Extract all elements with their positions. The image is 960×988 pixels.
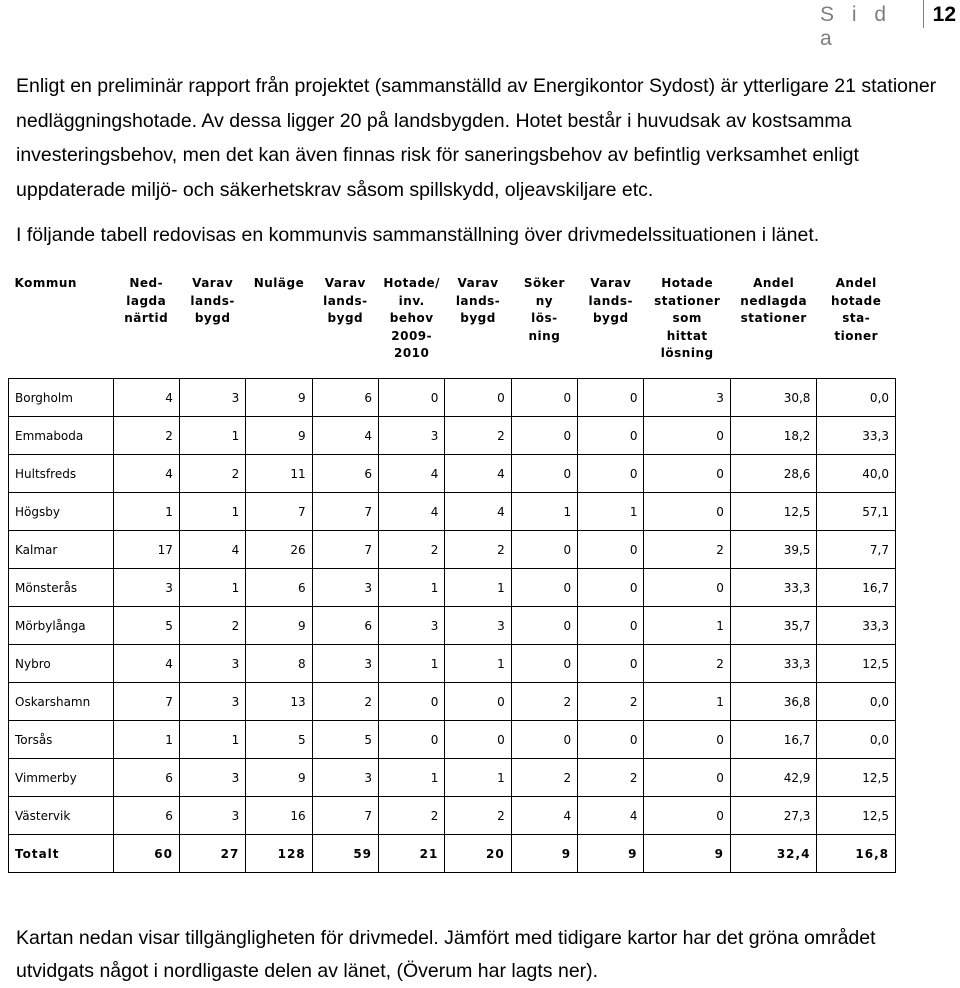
value-cell: 12,5 <box>817 759 896 797</box>
value-cell: 6 <box>312 455 378 493</box>
value-cell: 5 <box>246 721 312 759</box>
column-header: Varav lands- bygd <box>190 276 235 325</box>
table-row <box>9 455 896 493</box>
page-header <box>820 0 960 50</box>
value-cell: 1 <box>113 493 179 531</box>
total-value-cell: 9 <box>511 835 577 873</box>
value-cell: 39,5 <box>730 531 816 569</box>
total-value-cell: 32,4 <box>730 835 816 873</box>
page-label: S i d a <box>820 3 893 50</box>
value-cell: 36,8 <box>730 683 816 721</box>
value-cell: 42,9 <box>730 759 816 797</box>
value-cell: 4 <box>379 493 445 531</box>
value-cell: 0 <box>445 379 511 417</box>
value-cell: 3 <box>312 569 378 607</box>
total-value-cell: 60 <box>113 835 179 873</box>
value-cell: 3 <box>179 645 245 683</box>
value-cell: 1 <box>113 721 179 759</box>
value-cell: 0 <box>644 759 730 797</box>
value-cell: 0 <box>511 531 577 569</box>
table-row <box>9 759 896 797</box>
municipality-cell: Borgholm <box>9 379 114 417</box>
value-cell: 0 <box>578 455 644 493</box>
value-cell: 4 <box>113 379 179 417</box>
value-cell: 9 <box>246 607 312 645</box>
value-cell: 7 <box>312 493 378 531</box>
value-cell: 2 <box>179 455 245 493</box>
value-cell: 5 <box>113 607 179 645</box>
value-cell: 2 <box>511 759 577 797</box>
value-cell: 16,7 <box>817 569 896 607</box>
municipality-cell: Emmaboda <box>9 417 114 455</box>
value-cell: 3 <box>379 607 445 645</box>
value-cell: 4 <box>578 797 644 835</box>
value-cell: 9 <box>246 759 312 797</box>
total-value-cell: 21 <box>379 835 445 873</box>
table-header-row <box>9 266 896 379</box>
value-cell: 0 <box>445 721 511 759</box>
column-header: Nuläge <box>253 276 305 290</box>
value-cell: 3 <box>312 645 378 683</box>
value-cell: 2 <box>445 531 511 569</box>
municipality-cell: Oskarshamn <box>9 683 114 721</box>
municipality-cell: Västervik <box>9 797 114 835</box>
value-cell: 33,3 <box>817 417 896 455</box>
value-cell: 1 <box>445 645 511 683</box>
value-cell: 7 <box>312 531 378 569</box>
value-cell: 1 <box>644 683 730 721</box>
value-cell: 0 <box>511 417 577 455</box>
value-cell: 1 <box>511 493 577 531</box>
value-cell: 2 <box>644 645 730 683</box>
total-value-cell: 27 <box>179 835 245 873</box>
value-cell: 0 <box>511 379 577 417</box>
table-row <box>9 531 896 569</box>
total-value-cell: 16,8 <box>817 835 896 873</box>
value-cell: 3 <box>379 417 445 455</box>
value-cell: 7 <box>246 493 312 531</box>
value-cell: 1 <box>445 759 511 797</box>
value-cell: 1 <box>379 759 445 797</box>
value-cell: 11 <box>246 455 312 493</box>
column-header: Kommun <box>14 276 77 290</box>
value-cell: 57,1 <box>817 493 896 531</box>
value-cell: 1 <box>379 645 445 683</box>
value-cell: 4 <box>445 493 511 531</box>
value-cell: 4 <box>113 455 179 493</box>
total-value-cell: 9 <box>578 835 644 873</box>
value-cell: 12,5 <box>817 645 896 683</box>
column-header: Ned- lagda närtid <box>124 276 169 325</box>
value-cell: 16,7 <box>730 721 816 759</box>
value-cell: 3 <box>113 569 179 607</box>
table-row <box>9 683 896 721</box>
total-value-cell: 59 <box>312 835 378 873</box>
value-cell: 5 <box>312 721 378 759</box>
value-cell: 40,0 <box>817 455 896 493</box>
value-cell: 13 <box>246 683 312 721</box>
intro-paragraph: Enligt en preliminär rapport från projektet (sammanställd av Energikontor Sydost) är ytterligare 21 stationer nedläggningshotade. Av dessa ligger 20 på landsbygden. Hotet består i huvudsak av kostsamma investeringsbehov, men det kan även finnas risk för saneringsbehov av befintlig verksamhet enligt uppdaterade miljö- och säkerhetskrav såsom spillskydd, oljeavskiljare etc. <box>16 75 937 201</box>
table-row <box>9 607 896 645</box>
municipality-cell: Högsby <box>9 493 114 531</box>
value-cell: 0,0 <box>817 379 896 417</box>
value-cell: 0 <box>578 607 644 645</box>
column-header: Varav lands- bygd <box>323 276 368 325</box>
value-cell: 2 <box>179 607 245 645</box>
value-cell: 0 <box>511 455 577 493</box>
municipality-cell: Nybro <box>9 645 114 683</box>
table-row <box>9 721 896 759</box>
value-cell: 0 <box>511 721 577 759</box>
value-cell: 3 <box>179 797 245 835</box>
total-label-cell: Totalt <box>9 835 114 873</box>
value-cell: 6 <box>312 379 378 417</box>
value-cell: 3 <box>179 759 245 797</box>
value-cell: 0,0 <box>817 683 896 721</box>
value-cell: 2 <box>379 797 445 835</box>
column-header: Varav lands- bygd <box>455 276 501 325</box>
table-row <box>9 645 896 683</box>
value-cell: 28,6 <box>730 455 816 493</box>
municipality-cell: Torsås <box>9 721 114 759</box>
value-cell: 4 <box>312 417 378 455</box>
value-cell: 1 <box>379 569 445 607</box>
value-cell: 1 <box>179 417 245 455</box>
value-cell: 0,0 <box>817 721 896 759</box>
value-cell: 2 <box>644 531 730 569</box>
value-cell: 6 <box>113 759 179 797</box>
value-cell: 6 <box>312 607 378 645</box>
value-cell: 2 <box>511 683 577 721</box>
value-cell: 27,3 <box>730 797 816 835</box>
value-cell: 0 <box>578 645 644 683</box>
value-cell: 1 <box>179 493 245 531</box>
value-cell: 3 <box>312 759 378 797</box>
table-intro-paragraph: I följande tabell redovisas en kommunvis sammanställning över drivmedelssituationen i länet. <box>16 224 820 246</box>
value-cell: 2 <box>578 683 644 721</box>
value-cell: 17 <box>113 531 179 569</box>
value-cell: 33,3 <box>730 569 816 607</box>
header-divider <box>923 0 924 28</box>
page-number: 12 <box>932 3 956 26</box>
column-header: Andel hotade sta- tioner <box>831 276 882 343</box>
value-cell: 0 <box>511 569 577 607</box>
column-header: Andel nedlagda stationer <box>740 276 808 325</box>
value-cell: 30,8 <box>730 379 816 417</box>
table-row <box>9 417 896 455</box>
value-cell: 2 <box>445 417 511 455</box>
value-cell: 0 <box>379 683 445 721</box>
value-cell: 2 <box>113 417 179 455</box>
value-cell: 4 <box>379 455 445 493</box>
table-row <box>9 493 896 531</box>
value-cell: 0 <box>578 531 644 569</box>
value-cell: 1 <box>179 721 245 759</box>
value-cell: 0 <box>578 721 644 759</box>
municipality-cell: Mönsterås <box>9 569 114 607</box>
value-cell: 4 <box>511 797 577 835</box>
value-cell: 0 <box>379 721 445 759</box>
value-cell: 0 <box>644 797 730 835</box>
value-cell: 0 <box>578 417 644 455</box>
value-cell: 4 <box>113 645 179 683</box>
value-cell: 0 <box>578 569 644 607</box>
value-cell: 9 <box>246 379 312 417</box>
value-cell: 7 <box>312 797 378 835</box>
value-cell: 3 <box>445 607 511 645</box>
value-cell: 0 <box>644 417 730 455</box>
table-row <box>9 797 896 835</box>
value-cell: 2 <box>445 797 511 835</box>
value-cell: 0 <box>578 379 644 417</box>
value-cell: 26 <box>246 531 312 569</box>
total-value-cell: 128 <box>246 835 312 873</box>
value-cell: 1 <box>179 569 245 607</box>
value-cell: 18,2 <box>730 417 816 455</box>
value-cell: 0 <box>379 379 445 417</box>
total-value-cell: 20 <box>445 835 511 873</box>
value-cell: 6 <box>113 797 179 835</box>
municipality-cell: Kalmar <box>9 531 114 569</box>
municipality-cell: Mörbylånga <box>9 607 114 645</box>
value-cell: 7,7 <box>817 531 896 569</box>
value-cell: 33,3 <box>817 607 896 645</box>
value-cell: 0 <box>644 721 730 759</box>
value-cell: 2 <box>379 531 445 569</box>
value-cell: 16 <box>246 797 312 835</box>
value-cell: 1 <box>644 607 730 645</box>
column-header: Hotade stationer som hittat lösning <box>654 276 721 360</box>
value-cell: 1 <box>445 569 511 607</box>
value-cell: 12,5 <box>817 797 896 835</box>
map-paragraph: Kartan nedan visar tillgängligheten för drivmedel. Jämfört med tidigare kartor har det gröna området utvidgats något i nordligaste delen av länet, (Överum har lagts ner). <box>16 927 876 982</box>
value-cell: 6 <box>246 569 312 607</box>
total-value-cell: 9 <box>644 835 730 873</box>
value-cell: 0 <box>644 455 730 493</box>
value-cell: 3 <box>179 379 245 417</box>
value-cell: 35,7 <box>730 607 816 645</box>
value-cell: 7 <box>113 683 179 721</box>
table-body <box>9 379 896 873</box>
table-row <box>9 379 896 417</box>
value-cell: 4 <box>179 531 245 569</box>
value-cell: 0 <box>445 683 511 721</box>
municipality-cell: Vimmerby <box>9 759 114 797</box>
value-cell: 3 <box>179 683 245 721</box>
value-cell: 12,5 <box>730 493 816 531</box>
value-cell: 0 <box>644 569 730 607</box>
column-header: Hotade/ inv. behov 2009- 2010 <box>383 276 441 360</box>
total-row <box>9 835 896 873</box>
value-cell: 8 <box>246 645 312 683</box>
value-cell: 3 <box>644 379 730 417</box>
column-header: Söker ny lös- ning <box>523 276 565 343</box>
value-cell: 0 <box>511 645 577 683</box>
value-cell: 4 <box>445 455 511 493</box>
value-cell: 9 <box>246 417 312 455</box>
table-row <box>9 569 896 607</box>
column-header: Varav lands- bygd <box>588 276 633 325</box>
value-cell: 2 <box>578 759 644 797</box>
fuel-station-table <box>8 266 896 873</box>
value-cell: 2 <box>312 683 378 721</box>
value-cell: 0 <box>511 607 577 645</box>
municipality-cell: Hultsfreds <box>9 455 114 493</box>
value-cell: 0 <box>644 493 730 531</box>
value-cell: 1 <box>578 493 644 531</box>
value-cell: 33,3 <box>730 645 816 683</box>
